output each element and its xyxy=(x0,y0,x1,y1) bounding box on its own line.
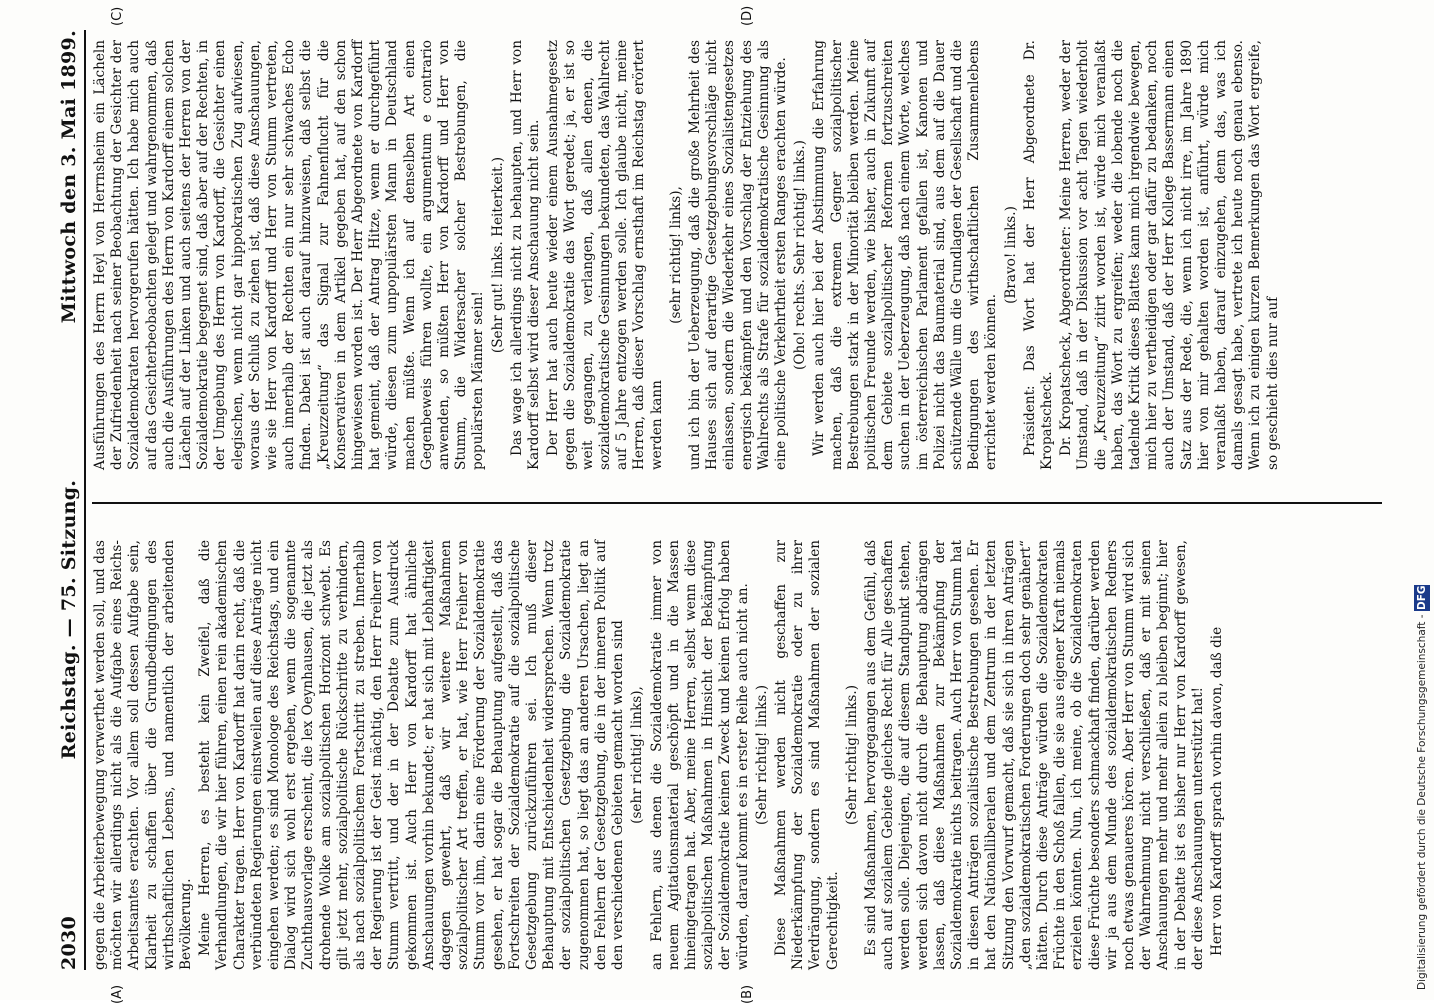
header-rule xyxy=(84,30,86,970)
digitization-text: Digitalisierung gefördert durch die Deutsche Forschungsgemeinschaft - xyxy=(1416,614,1428,990)
paragraph: Diese Maßnahmen werden nicht geschaffen zur Niederkämpfung der Sozialdemokratie oder zu ihrer Verdrängung, sondern es sind Maßnahmen der sozialen Gerechtigkeit. xyxy=(772,540,841,970)
left-column xyxy=(92,540,1392,970)
dfg-logo: DFG xyxy=(1416,585,1428,611)
paragraph: an Fehlern, aus denen die Sozialdemokratie immer von neuem Agitationsmaterial geschöpft und in die Massen hineingetragen hat. Aber, meine Herren, selbst wenn diese sozialpolitischen Maßnahmen in Hinsicht der Bekämpfung der Sozialdemokratie keinen Zweck und keinen Erfolg haben würden, darauf kommt es in erster Reihe auch nicht an. xyxy=(648,540,751,970)
paragraph: Das wage ich allerdings nicht zu behaupten, und Herr von Kardorff selbst wird dieser Anschauung nicht sein. xyxy=(508,40,543,470)
column-divider xyxy=(92,502,1382,504)
marker-c: (C) xyxy=(110,6,125,26)
paragraph: Es sind Maßnahmen, hervorgegangen aus dem Gefühl, daß auch auf sozialem Gebiete gleiches Recht für Alle geschaffen werden solle. Diejenigen, die auf diesem Standpunkt stehen, werden sich davon nicht durch die Behauptung abdrängen lassen, daß diese Maßnahmen zur Bekämpfung der Sozialdemokratie nichts beitragen. Auch Herr von Stumm hat in diesen Anträgen sozialistische Bestrebungen gesehen. Er hat den Nationalliberalen und dem Zentrum in der letzten Sitzung den Vorwurf gemacht, daß sie sich in ihren Anträgen „den sozialdemokratischen Forderungen doch sehr genähert“ hätten. Durch diese Anträge würden die Sozialdemokraten Früchte in den Schoß fallen, die sie aus eigener Kraft niemals erzielen könnten. Nun, ich meine, ob die Sozialdemokraten diese Früchte besonders schmackhaft finden, darüber werden wir ja aus dem Munde des sozialdemokratischen Redners noch etwas genaueres hören. Aber Herr von Stumm wird sich der Wahrnehmung nicht verschließen, daß er mit seinen Anschauungen mehr und mehr allein zu bleiben beginnt; hier in der Debatte ist es bisher nur Herr von Kardorff gewesen, der diese Anschauungen unterstützt hat! xyxy=(862,540,1206,970)
right-column xyxy=(92,40,1392,470)
digitization-note xyxy=(1414,10,1428,990)
interjection: (Sehr gut! links. Heiterkeit.) xyxy=(489,156,506,354)
president-statement: Präsident: Das Wort hat der Herr Abgeordnete Dr. Kropatscheck. xyxy=(1021,40,1055,470)
session-title: Reichstag. — 75. Sitzung. xyxy=(58,479,80,760)
interjection: (Sehr richtig! links.) xyxy=(843,684,860,826)
marker-d: (D) xyxy=(740,5,755,26)
rotated-page-content xyxy=(40,5,1400,1004)
paragraph: Meine Herren, es besteht kein Zweifel, daß die Verhandlungen, die wir hier führen, einen rein akademischen Charakter tragen. Herr von Kardorff hat darin recht, daß die verbündeten Regierungen einstweilen auf diese Anträge nicht eingehen werden; es sind Monologe des Reichstags, und ein Dialog wird sich wohl erst ergeben, wenn die sogenannte Zuchthausvorlage erscheint, die lex Oeynhausen, die jetzt als drohende Wolke am sozialpolitischen Horizont schwebt. Es gilt jetzt mehr, sozialpolitische Rückschritte zu verhindern, als nach sozialpolitischem Fortschritt zu streben. Innerhalb der Regierung ist der Geist mächtig, den Herr Freiherr von Stumm vertritt, und der in der Debatte zum Ausdruck gekommen ist. Auch Herr von Kardorff hat ähnliche Anschauungen vorhin bekundet; er hat sich mit Lebhaftigkeit dagegen gewehrt, daß wir weitere Maßnahmen sozialpolitischer Art treffen, er hat, wie Herr Freiherr von Stumm vor ihm, darin eine Förderung der Sozialdemokratie gesehen, er hat sogar die Behauptung aufgestellt, daß das Fortschreiten der Sozialdemokratie auf die sozialpolitische Gesetzgebung zurückzuführen sei. Ich muß dieser Behauptung mit Entschiedenheit widersprechen. Wenn trotz der sozialpolitischen Gesetzgebung die Sozialdemokratie zugenommen hat, so liegt das an anderen Ursachen, liegt an den Fehlern der Gesetzgebung, die in der inneren Politik auf den verschiedenen Gebieten gemacht worden sind xyxy=(197,540,627,970)
speaker-statement: Dr. Kropatscheck, Abgeordneter: Meine Herren, weder der Umstand, daß in der Diskussion vor acht Tagen wiederholt die „Kreuzzeitung“ zitirt worden ist, würde mich veranlaßt haben, das Wort zu ergreifen; weder die lobende noch die tadelnde Kritik dieses Blattes kann mich irgendwie bewegen, mich hier zu vertheidigen oder gar dafür zu bedanken, noch auch der Umstand, daß der Herr Kollege Bassermann einen Satz aus der Rede, die, wenn ich nicht irre, im Jahre 1890 hier von mir gehalten worden ist, anführt, würde mich veranlaßt haben, darauf einzugehen, denn das, was ich damals gesagt habe, vertrete ich heute noch genau ebenso. Wenn ich zu einigen kurzen Bemerkungen das Wort ergreife, so geschieht dies nur auf xyxy=(1058,40,1281,470)
page-header xyxy=(40,30,80,970)
interjection: (Bravo! links.) xyxy=(1002,206,1019,304)
paragraph: und ich bin der Ueberzeugung, daß die große Mehrheit des Hauses sich auf derartige Gesetzgebungsvorschläge nicht einlassen, sondern die Wiederkehr eines Sozialistengesetzes energisch bekämpfen und den Vorschlag der Entziehung des Wahlrechts als Strafe für sozialdemokratische Gesinnung als eine politische Verkehrtheit ersten Ranges erachten würde. xyxy=(686,40,789,470)
interjection: (sehr richtig! links), xyxy=(667,186,684,324)
paragraph: gegen die Arbeiterbewegung verwerthet werden soll, und das möchten wir allerdings nicht als die Aufgabe eines Reichs-Arbeitsamtes erachten. Vor allem soll dessen Aufgabe sein, Klarheit zu schaffen über die Grundbedingungen des wirthschaftlichen Lebens, und namentlich der arbeitenden Bevölkerung. xyxy=(92,540,195,970)
session-date: Mittwoch den 3. Mai 1899. xyxy=(58,30,80,324)
paragraph: Herr von Kardorff sprach vorhin davon, daß die xyxy=(1209,626,1225,956)
interjection: (Oho! rechts. Sehr richtig! links.) xyxy=(792,140,809,370)
paragraph: Wir werden auch hier bei der Abstimmung die Erfahrung machen, daß die extremen Gegner sozialpolitischer Bestrebungen stark in der Minorität bleiben werden. Meine politischen Freunde werden, wie bisher, auch in Zukunft auf dem Gebiete sozialpolitischer Reformen fortzuschreiten suchen in der Ueberzeugung, daß nach einem Worte, welches im österreichischen Parlament gefallen ist, Kanonen und Polizei nicht das Baumaterial sind, aus dem auf die Dauer schützende Wälle um die Grundlagen der Gesellschaft und die Bedingungen des wirthschaftlichen Zusammenlebens errichtet werden können. xyxy=(811,40,1000,470)
paragraph: Der Herr hat auch heute wieder einem Ausnahmegesetz gegen die Sozialdemokratie das Wort geredet; ja, er ist so weit gegangen, zu verlangen, daß allen denen, die sozialdemokratische Gesinnungen bekundeten, das Wahlrecht auf 5 Jahre entzogen werden solle. Ich glaube nicht, meine Herren, daß dieser Vorschlag ernsthaft im Reichstag erörtert werden kann xyxy=(545,40,665,470)
marker-a: (A) xyxy=(110,984,125,1004)
paragraph: Ausführungen des Herrn Heyl von Herrnsheim ein Lächeln der Zufriedenheit nach seiner Beobachtung der Gesichter der Sozialdemokraten hervorgerufen hätten. Ich habe mich auch auf das Gesichterbeobachten gelegt und wahrgenommen, daß auch die Ausführungen des Herrn von Kardorff einem solchen Lächeln auf der Linken und auch seitens der Herren von der Sozialdemokratie begegnet sind, daß aber auf der Rechten, in der Umgebung des Herrn von Kardorff, die Gesichter einen elegischen, wenn nicht gar hippokratischen Zug aufwiesen, woraus der Schluß zu ziehen ist, daß diese Anschauungen, wie sie Herr von Kardorff und Herr von Stumm vertreten, auch innerhalb der Rechten ein nur sehr schwaches Echo finden. Dabei ist auch darauf hinzuweisen, daß selbst die „Kreuzzeitung“ das Signal zur Fahnenflucht für die Konservativen in dem Artikel gegeben hat, auf den schon hingewiesen worden ist. Der Herr Abgeordnete von Kardorff hat gemeint, daß der Antrag Hitze, wenn er durchgeführt würde, diesen zum unpopulärsten Mann in Deutschland machen müßte. Wenn ich auf denselben Art einen Gegenbeweis führen wollte, ein argumentum e contrario anwenden, so müßten Herr von Kardorff und Herr von Stumm, die Widersacher solcher Bestrebungen, die populärsten Männer sein! xyxy=(92,40,487,470)
interjection: (sehr richtig! links), xyxy=(629,686,646,824)
marker-b: (B) xyxy=(740,984,755,1004)
page-number: 2030 xyxy=(58,915,80,970)
interjection: (Sehr richtig! links.) xyxy=(753,684,770,826)
